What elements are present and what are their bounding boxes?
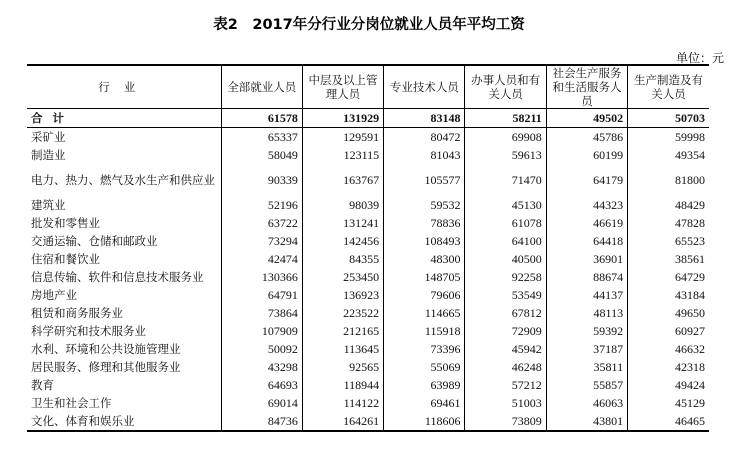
wage-value: 53549 [465, 286, 546, 304]
wage-value: 64418 [546, 232, 627, 250]
table-row [27, 146, 709, 164]
wage-value: 48429 [628, 196, 709, 214]
industry-name: 卫生和社会工作 [31, 396, 112, 410]
wage-value: 98039 [302, 196, 383, 214]
wage-value: 72909 [465, 322, 546, 340]
wage-value: 43298 [221, 358, 302, 376]
wage-value: 71470 [465, 164, 546, 196]
industry-name: 房地产业 [31, 288, 77, 302]
wage-value: 49424 [628, 376, 709, 394]
wage-value: 253450 [302, 268, 383, 286]
wage-value: 64100 [465, 232, 546, 250]
header-managers: 中层及以上管理人员 [302, 65, 383, 109]
table-row [27, 340, 709, 358]
wage-value: 114122 [302, 394, 383, 412]
wage-value: 64179 [546, 164, 627, 196]
wage-value: 92565 [302, 358, 383, 376]
wage-value: 49650 [628, 304, 709, 322]
unit-label: 单位：元 [675, 51, 724, 65]
wage-value: 50092 [221, 340, 302, 358]
wage-value: 60199 [546, 146, 627, 164]
wage-value: 48300 [384, 250, 465, 268]
wage-value: 45129 [628, 394, 709, 412]
wage-value: 46632 [628, 340, 709, 358]
wage-value: 43801 [546, 412, 627, 431]
wage-value: 44137 [546, 286, 627, 304]
wage-value: 163767 [302, 164, 383, 196]
wage-value: 88674 [546, 268, 627, 286]
wage-value: 46248 [465, 358, 546, 376]
industry-name: 科学研究和技术服务业 [31, 324, 146, 338]
wage-value: 113645 [302, 340, 383, 358]
table-row [27, 268, 709, 286]
table-row [27, 286, 709, 304]
wage-value: 142456 [302, 232, 383, 250]
wage-value: 58211 [465, 109, 546, 128]
wage-value: 46063 [546, 394, 627, 412]
wage-value: 47828 [628, 214, 709, 232]
industry-name: 电力、热力、燃气及水生产和供应业 [31, 173, 215, 187]
wage-value: 108493 [384, 232, 465, 250]
wage-value: 84736 [221, 412, 302, 431]
header-all-employed: 全部就业人员 [221, 65, 302, 109]
wage-value: 36901 [546, 250, 627, 268]
wage-value: 50703 [628, 109, 709, 128]
wage-value: 40500 [465, 250, 546, 268]
industry-name: 合计 [27, 109, 221, 128]
table-row [27, 164, 709, 196]
wage-value: 49502 [546, 109, 627, 128]
industry-name: 居民服务、修理和其他服务业 [31, 360, 181, 374]
wage-table [27, 64, 709, 432]
wage-value: 59392 [546, 322, 627, 340]
industry-name: 文化、体育和娱乐业 [27, 412, 221, 431]
wage-value: 123115 [302, 146, 383, 164]
wage-value: 46619 [546, 214, 627, 232]
header-professionals: 专业技术人员 [384, 65, 465, 109]
wage-value: 81043 [384, 146, 465, 164]
wage-value: 130366 [221, 268, 302, 286]
table-row [27, 358, 709, 376]
wage-value: 67812 [465, 304, 546, 322]
wage-value: 73809 [465, 412, 546, 431]
wage-value: 64791 [221, 286, 302, 304]
wage-value: 45786 [546, 128, 627, 147]
total-row [27, 109, 709, 128]
industry-name: 建筑业 [31, 198, 66, 212]
wage-value: 73396 [384, 340, 465, 358]
industry-name: 教育 [31, 378, 54, 392]
wage-value: 51003 [465, 394, 546, 412]
wage-value: 59532 [384, 196, 465, 214]
wage-value: 148705 [384, 268, 465, 286]
wage-value: 45130 [465, 196, 546, 214]
table-row [27, 214, 709, 232]
wage-value: 48113 [546, 304, 627, 322]
industry-name: 住宿和餐饮业 [31, 252, 100, 266]
wage-value: 131929 [302, 109, 383, 128]
wage-value: 57212 [465, 376, 546, 394]
industry-name: 交通运输、仓储和邮政业 [31, 234, 158, 248]
header-industry: 行业 [27, 65, 221, 109]
wage-value: 64729 [628, 268, 709, 286]
table-row [27, 394, 709, 412]
wage-value: 58049 [221, 146, 302, 164]
wage-value: 80472 [384, 128, 465, 147]
wage-value: 131241 [302, 214, 383, 232]
wage-value: 78836 [384, 214, 465, 232]
wage-value: 52196 [221, 196, 302, 214]
wage-value: 59998 [628, 128, 709, 147]
wage-value: 69014 [221, 394, 302, 412]
wage-value: 83148 [384, 109, 465, 128]
wage-value: 61078 [465, 214, 546, 232]
industry-name: 租赁和商务服务业 [31, 306, 123, 320]
wage-value: 64693 [221, 376, 302, 394]
industry-name: 制造业 [31, 148, 66, 162]
wage-value: 35811 [546, 358, 627, 376]
wage-value: 84355 [302, 250, 383, 268]
wage-value: 55069 [384, 358, 465, 376]
wage-value: 46465 [628, 412, 709, 431]
wage-value: 43184 [628, 286, 709, 304]
wage-value: 118606 [384, 412, 465, 431]
industry-name: 信息传输、软件和信息技术服务业 [31, 270, 204, 284]
wage-value: 55857 [546, 376, 627, 394]
wage-value: 73864 [221, 304, 302, 322]
industry-name: 批发和零售业 [31, 216, 100, 230]
wage-value: 49354 [628, 146, 709, 164]
wage-value: 129591 [302, 128, 383, 147]
wage-value: 63989 [384, 376, 465, 394]
wage-value: 136923 [302, 286, 383, 304]
wage-value: 107909 [221, 322, 302, 340]
wage-value: 45942 [465, 340, 546, 358]
table-row [27, 196, 709, 214]
wage-value: 69908 [465, 128, 546, 147]
header-clerks: 办事人员和有关人员 [465, 65, 546, 109]
table-row [27, 322, 709, 340]
wage-value: 81800 [628, 164, 709, 196]
wage-value: 65337 [221, 128, 302, 147]
table-row [27, 376, 709, 394]
table-title: 表2 2017年分行业分岗位就业人员年平均工资 [213, 17, 525, 33]
wage-value: 73294 [221, 232, 302, 250]
wage-value: 212165 [302, 322, 383, 340]
table-body [27, 109, 709, 432]
table-row [27, 250, 709, 268]
header-service-workers: 社会生产服务和生活服务人员 [546, 65, 627, 109]
wage-value: 44323 [546, 196, 627, 214]
wage-value: 223522 [302, 304, 383, 322]
table-row [27, 304, 709, 322]
wage-value: 42474 [221, 250, 302, 268]
industry-name: 采矿业 [31, 130, 66, 144]
wage-value: 38561 [628, 250, 709, 268]
wage-value: 92258 [465, 268, 546, 286]
wage-value: 63722 [221, 214, 302, 232]
header-production-workers: 生产制造及有关人员 [628, 65, 709, 109]
wage-value: 164261 [302, 412, 383, 431]
wage-value: 60927 [628, 322, 709, 340]
wage-value: 114665 [384, 304, 465, 322]
wage-value: 69461 [384, 394, 465, 412]
industry-name: 水利、环境和公共设施管理业 [31, 342, 181, 356]
wage-value: 65523 [628, 232, 709, 250]
wage-value: 59613 [465, 146, 546, 164]
table-row [27, 232, 709, 250]
wage-value: 61578 [221, 109, 302, 128]
table-row [27, 128, 709, 147]
table-row [27, 412, 709, 431]
wage-value: 105577 [384, 164, 465, 196]
wage-value: 37187 [546, 340, 627, 358]
header-row [27, 65, 709, 109]
wage-value: 118944 [302, 376, 383, 394]
wage-value: 42318 [628, 358, 709, 376]
wage-value: 115918 [384, 322, 465, 340]
wage-value: 79606 [384, 286, 465, 304]
wage-value: 90339 [221, 164, 302, 196]
